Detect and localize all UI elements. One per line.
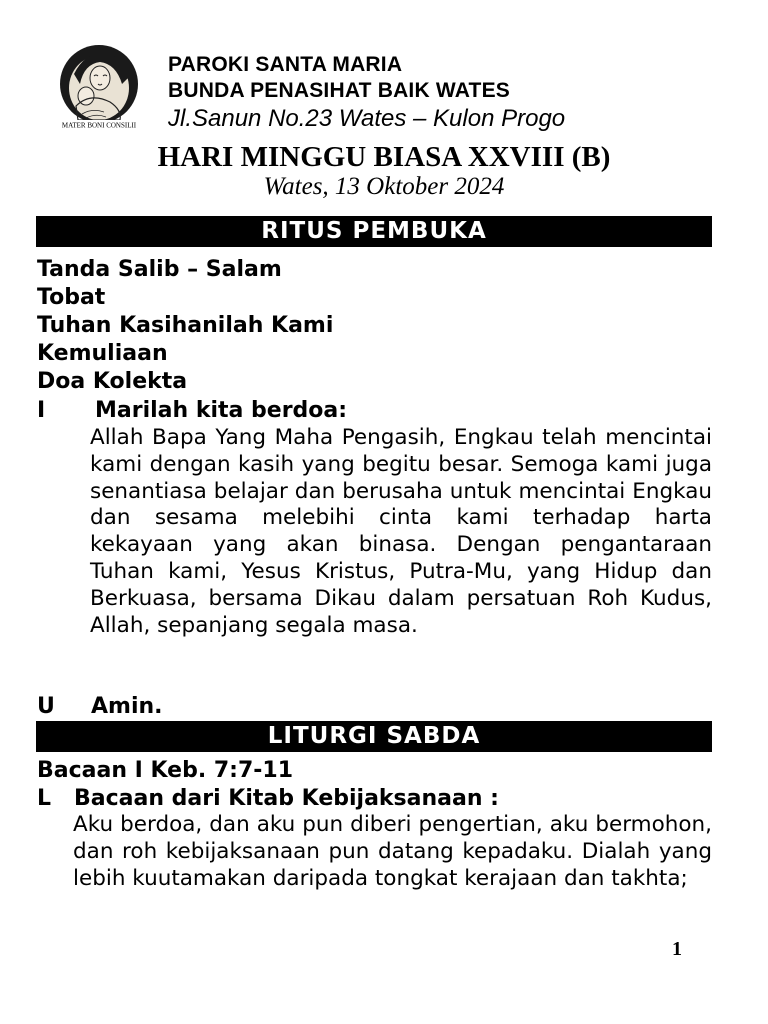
rite-item: Doa Kolekta [37,369,188,394]
page-date: Wates, 13 Oktober 2024 [263,173,505,200]
prayer-invitation [37,397,347,425]
response-text: Amin. [91,694,163,719]
role-mark-umat: U [37,694,55,719]
rite-item: Kemuliaan [37,341,168,366]
prayer-invite-text: Marilah kita berdoa: [95,398,348,423]
page-number: 1 [672,938,682,960]
reading-text: Aku berdoa, dan aku pun diberi pengertian, aku bermohon, dan roh kebijaksanaan pun datang kepadaku. Dialah yang lebih kuutamakan daripada tongkat kerajaan dan takhta; [73,812,712,891]
people-response [37,693,163,721]
parish-header [168,52,565,134]
logo-caption: MATER BONI CONSILII [61,121,137,130]
role-mark-imam: I [37,398,46,423]
rite-item: Tanda Salib – Salam [37,257,282,282]
section-heading-ritus-pembuka: RITUS PEMBUKA [36,216,712,247]
reading-intro [37,785,499,813]
parish-name-line2: BUNDA PENASIHAT BAIK WATES [168,79,510,102]
parish-name-line1: PAROKI SANTA MARIA [168,53,403,76]
collect-prayer-text: Allah Bapa Yang Maha Pengasih, Engkau telah mencintai kami dengan kasih yang begitu besar. Semoga kami juga senantiasa belajar dan berusaha untuk mencintai Engkau dan sesama melebihi cinta kami terhadap harta kekayaan yang akan binasa. Dengan pengantaraan Tuhan kami, Yesus Kristus, Putra-Mu, yang Hidup dan Berkuasa, bersama Dikau dalam persatuan Roh Kudus, Allah, sepanjang segala masa. [90,425,712,638]
role-mark-lektor: L [37,786,52,811]
reading-intro-text: Bacaan dari Kitab Kebijaksanaan : [74,786,499,811]
page-title: HARI MINGGU BIASA XXVIII (B) [157,141,611,173]
parish-address: Jl.Sanun No.23 Wates – Kulon Progo [168,105,566,132]
rite-item: Tuhan Kasihanilah Kami [37,313,334,338]
section-heading-liturgi-sabda: LITURGI SABDA [36,721,712,752]
rite-item: Tobat [37,285,106,310]
parish-logo-icon [56,44,142,130]
reading-title: Bacaan I Keb. 7:7-11 [37,758,294,783]
